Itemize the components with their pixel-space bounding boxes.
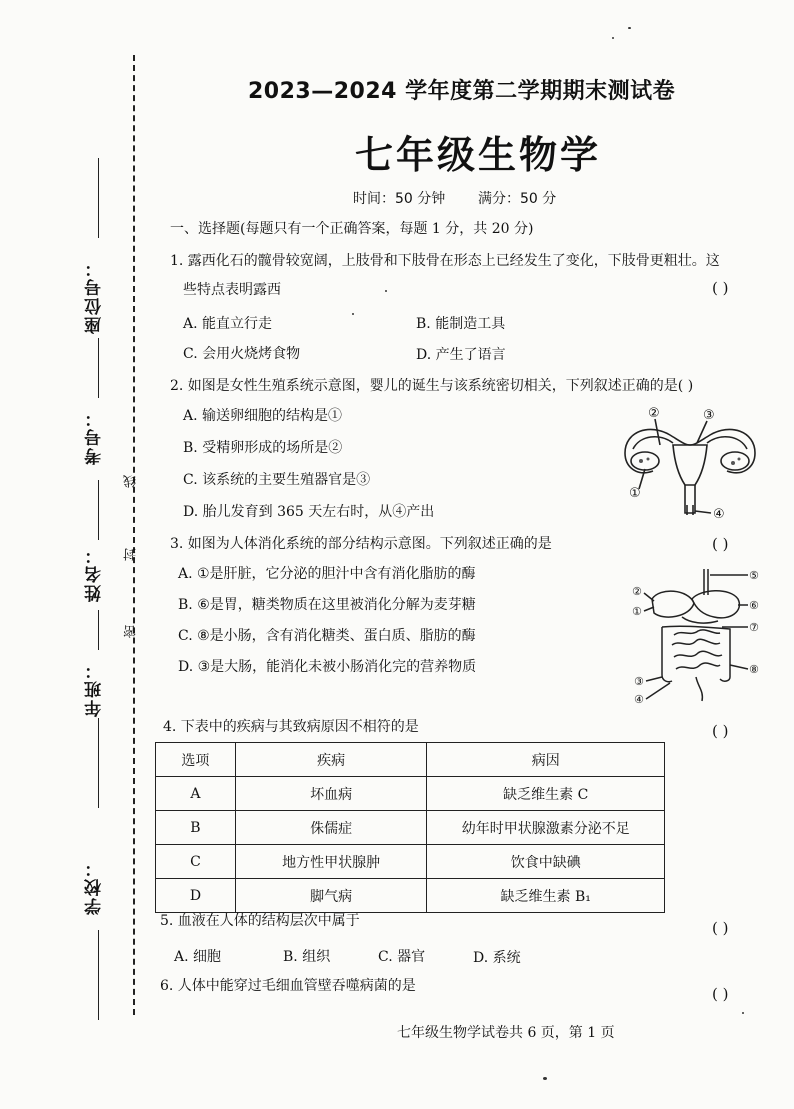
fig3-label-3: ③ [634, 675, 644, 688]
table-cell: C [156, 845, 236, 879]
q4-answer-paren: ( ) [712, 722, 729, 740]
table-cell: A [156, 777, 236, 811]
table-cell: 缺乏维生素 B₁ [427, 879, 665, 913]
q1-option-b: B. 能制造工具 [416, 316, 506, 332]
binding-mark-line: 线 [124, 475, 139, 488]
exam-no-label: 考号： [85, 408, 105, 465]
scan-speck [385, 290, 387, 292]
exam-title: 2023—2024 学年度第二学期期末测试卷 [248, 79, 676, 104]
table-header-row [156, 743, 665, 777]
scan-speck [612, 37, 614, 39]
fig3-label-1: ① [632, 605, 642, 618]
fig2-label-4: ④ [713, 507, 725, 522]
table-cell: 饮食中缺碘 [427, 845, 665, 879]
q3-option-a: A. ①是肝脏，它分泌的胆汁中含有消化脂肪的酶 [178, 566, 476, 582]
q2-option-c: C. 该系统的主要生殖器官是③ [183, 472, 371, 488]
table-header-cell: 选项 [156, 743, 236, 777]
subject-title: 七年级生物学 [355, 133, 602, 177]
class-blank-line-2 [98, 718, 99, 808]
q5-stem: 5. 血液在人体的结构层次中属于 [160, 913, 360, 929]
page-footer: 七年级生物学试卷共 6 页，第 1 页 [397, 1025, 615, 1041]
table-cell: 脚气病 [235, 879, 427, 913]
section-heading: 一、选择题(每题只有一个正确答案，每题 1 分，共 20 分) [170, 221, 534, 237]
name-blank-line [98, 480, 99, 540]
table-row [156, 845, 665, 879]
disease-table [155, 742, 665, 913]
table-header-cell: 疾病 [235, 743, 427, 777]
seat-blank-line [98, 158, 99, 238]
fig3-label-5: ⑤ [749, 569, 759, 582]
scan-speck [742, 1012, 744, 1014]
q5-option-c: C. 器官 [378, 949, 426, 965]
seat-label: 座位号： [85, 258, 105, 334]
q6-answer-paren: ( ) [712, 985, 729, 1003]
fig3-label-4: ④ [634, 693, 644, 706]
q2-option-b: B. 受精卵形成的场所是② [183, 440, 343, 456]
q5-option-a: A. 细胞 [174, 949, 222, 965]
fig3-label-8: ⑧ [749, 663, 759, 676]
table-cell: 幼年时甲状腺激素分泌不足 [427, 811, 665, 845]
table-cell: 地方性甲状腺肿 [235, 845, 427, 879]
q1-stem-line2: 些特点表明露西 [183, 282, 281, 298]
class-label: 年班： [85, 660, 105, 717]
digestive-system-figure [630, 565, 765, 710]
q4-stem: 4. 下表中的疾病与其致病原因不相符的是 [163, 719, 419, 735]
q2-option-a: A. 输送卵细胞的结构是① [183, 408, 343, 424]
binding-mark-dense: 密 [124, 625, 139, 638]
q1-answer-paren: ( ) [712, 279, 729, 297]
q3-option-c: C. ⑧是小肠，含有消化糖类、蛋白质、脂肪的酶 [178, 628, 476, 644]
binding-mark-seal: 封 [124, 548, 139, 561]
q3-option-d: D. ③是大肠，能消化未被小肠消化完的营养物质 [178, 659, 477, 675]
q1-option-c: C. 会用火烧烤食物 [183, 346, 301, 362]
school-blank-line [98, 930, 99, 1020]
fig2-label-3: ③ [703, 408, 715, 423]
q3-stem: 3. 如图为人体消化系统的部分结构示意图。下列叙述正确的是 [170, 536, 552, 552]
q1-stem-line1: 1. 露西化石的髋骨较宽阔，上肢骨和下肢骨在形态上已经发生了变化，下肢骨更粗壮。这 [170, 253, 720, 269]
q3-answer-paren: ( ) [712, 535, 729, 553]
class-blank-line [98, 610, 99, 650]
table-cell: D [156, 879, 236, 913]
exam-score: 满分：50 分 [478, 191, 557, 207]
q5-option-d: D. 系统 [473, 950, 521, 966]
table-row [156, 879, 665, 913]
q6-stem: 6. 人体中能穿过毛细血管壁吞噬病菌的是 [160, 978, 416, 994]
fig2-label-2: ② [648, 406, 660, 421]
table-row [156, 777, 665, 811]
female-reproductive-system-figure [615, 405, 765, 523]
q3-option-b: B. ⑥是胃，糖类物质在这里被消化分解为麦芽糖 [178, 597, 476, 613]
name-label: 姓名： [85, 545, 105, 602]
fig3-label-6: ⑥ [749, 599, 759, 612]
table-header-cell: 病因 [427, 743, 665, 777]
table-cell: B [156, 811, 236, 845]
q5-answer-paren: ( ) [712, 919, 729, 937]
fig3-label-2: ② [632, 585, 642, 598]
binding-dashed-line [133, 55, 135, 1015]
exam-no-blank-line [98, 338, 99, 398]
table-cell: 坏血病 [235, 777, 427, 811]
fig2-label-1: ① [629, 486, 641, 501]
q5-option-b: B. 组织 [283, 949, 331, 965]
q2-stem: 2. 如图是女性生殖系统示意图，婴儿的诞生与该系统密切相关，下列叙述正确的是( ) [170, 378, 694, 394]
table-cell: 侏儒症 [235, 811, 427, 845]
q2-option-d: D. 胎儿发育到 365 天左右时，从④产出 [183, 504, 435, 520]
table-cell: 缺乏维生素 C [427, 777, 665, 811]
school-label: 学校： [85, 858, 105, 915]
scan-speck [628, 27, 631, 29]
q1-option-a: A. 能直立行走 [183, 316, 273, 332]
q1-option-d: D. 产生了语言 [416, 347, 506, 363]
scan-speck [352, 313, 354, 315]
fig3-label-7: ⑦ [749, 621, 759, 634]
exam-time: 时间：50 分钟 [353, 191, 446, 207]
table-row [156, 811, 665, 845]
scan-speck [543, 1077, 547, 1080]
